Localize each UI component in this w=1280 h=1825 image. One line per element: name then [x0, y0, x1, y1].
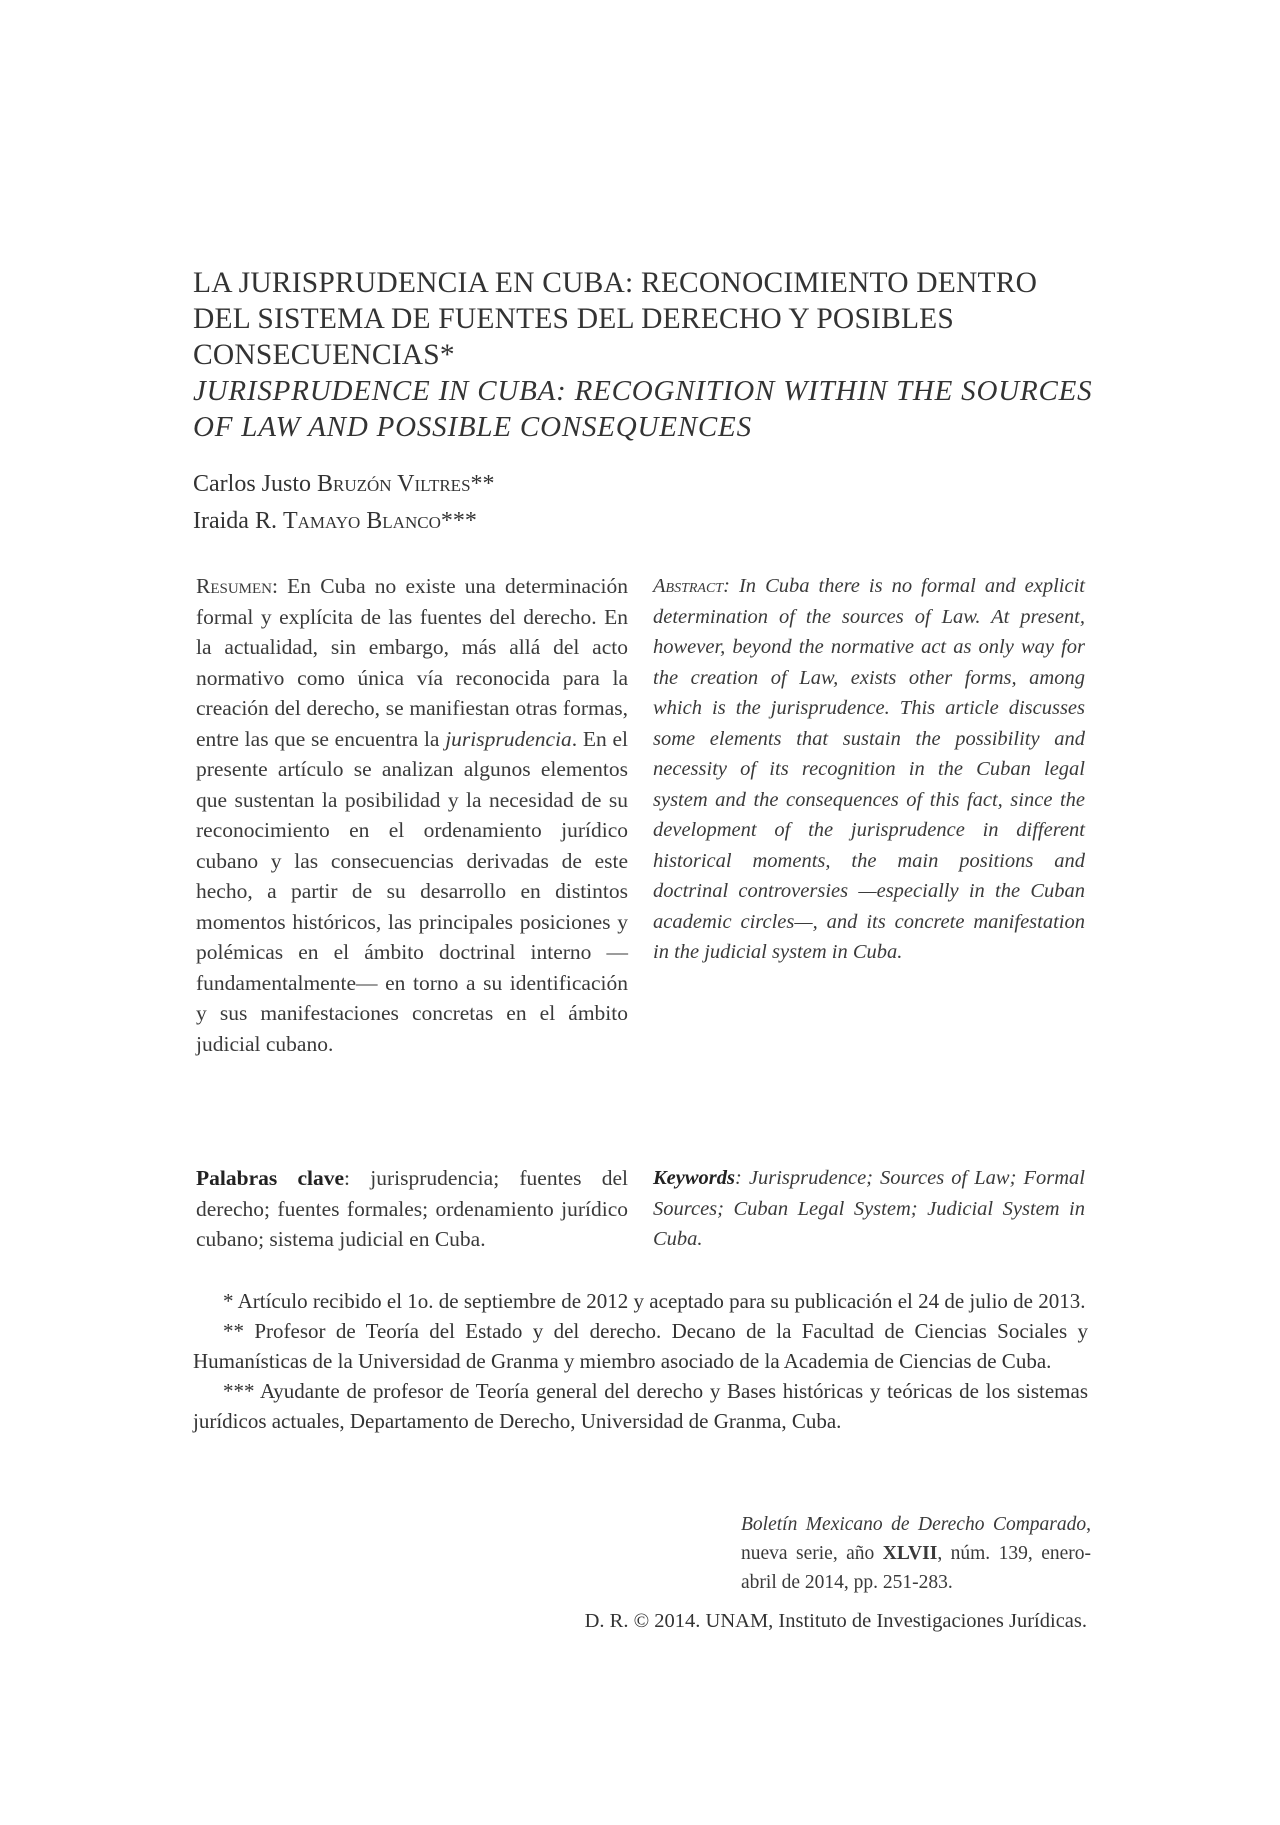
author-list	[193, 466, 495, 540]
abstract-en-label: Abstract	[653, 575, 724, 597]
abstract-es-text: : En Cuba no existe una determinación formal y explícita de las fuentes del derecho. En la actualidad, sin embargo, más allá del acto normativo como única vía reconocida para la creación del derecho, se manifiestan otras formas, entre las que se encuentra la	[196, 574, 628, 751]
journal-issue: enero-abril de 2014, pp. 251-283.	[741, 1543, 1092, 1593]
title-es-line: DEL SISTEMA DE FUENTES DEL DERECHO Y POSIBLES	[193, 303, 954, 335]
keywords-es-text: : jurisprudencia; fuentes del derecho; fuentes formales; ordenamiento jurídico cubano; sistema judicial en Cuba.	[196, 1166, 628, 1251]
article-title	[193, 265, 1093, 445]
abstract-es-label: Resumen	[196, 574, 273, 598]
abstract-es-text-continued: . En el presente artículo se analizan algunos elementos que sustentan la posibilidad y la necesidad de su reconocimiento en el ordenamiento jurídico cubano y las consecuencias derivadas de este hecho, a partir de su desarrollo en distintos momentos históricos, las principales posiciones y polémicas en el ámbito doctrinal interno —fundamentalmente— en torno a su identificación y sus manifestaciones concretas en el ámbito judicial cubano.	[196, 726, 629, 1056]
author-given-name: Iraida R.	[193, 508, 283, 534]
keywords-spanish	[196, 1163, 628, 1255]
title-english	[193, 373, 1093, 445]
author-given-name: Carlos Justo	[193, 471, 318, 497]
abstract-en-text: : In Cuba there is no formal and explicit determination of the sources of Law. At present, however, beyond the normative act as only way for the creation of Law, exists other forms, among which is the jurisprudence. This article discusses some elements that sustain the possibility and necessity of its recognition in the Cuban legal system and the consequences of this fact, since the development of the jurisprudence in different historical moments, the main positions and doctrinal controversies —especially in the Cuban academic circles—, and its concrete manifestation in the judicial system in Cuba.	[653, 575, 1085, 963]
abstract-english	[653, 571, 1085, 968]
abstract-es-emphasis: jurisprudencia	[445, 726, 572, 751]
footnote: *** Ayudante de profesor de Teoría general del derecho y Bases históricas y teóricas de los sistemas jurídicos actuales, Departamento de Derecho, Universidad de Granma, Cuba.	[193, 1379, 1088, 1433]
journal-year-roman: XLVII	[882, 1543, 938, 1564]
author-footnote-mark: ***	[440, 508, 477, 534]
title-en-line: JURISPRUDENCE IN CUBA: RECOGNITION WITHIN THE SOURCES	[193, 375, 1093, 407]
keywords-es-label: Palabras clave	[196, 1166, 345, 1190]
author-footnote-mark: **	[470, 471, 495, 497]
author-surname: Bruzón Viltres	[317, 471, 471, 497]
title-es-line: LA JURISPRUDENCIA EN CUBA: RECONOCIMIENTO DENTRO	[193, 267, 1038, 299]
author	[193, 466, 495, 503]
journal-name: Boletín Mexicano de Derecho Comparado	[741, 1514, 1087, 1535]
title-es-line: CONSECUENCIAS*	[193, 339, 455, 371]
footnote: * Artículo recibido el 1o. de septiembre de 2012 y aceptado para su publicación el 24 de julio de 2013.	[223, 1289, 1086, 1313]
author-surname: Tamayo Blanco	[282, 508, 441, 534]
journal-citation: Boletín Mexicano de Derecho Comparado, nueva serie, año XLVII, núm. 139, enero-abril de 2014, pp. 251-283.	[741, 1514, 1092, 1593]
keywords-en-text: : Jurisprudence; Sources of Law; Formal Sources; Cuban Legal System; Judicial System in Cuba.	[653, 1167, 1085, 1250]
footnotes	[193, 1286, 1088, 1436]
title-en-line: OF LAW AND POSSIBLE CONSEQUENCES	[193, 411, 752, 443]
author	[193, 503, 495, 540]
abstract-spanish	[196, 571, 628, 1059]
title-spanish	[193, 265, 1093, 373]
journal-series: nueva serie, año	[741, 1543, 883, 1564]
copyright-line: D. R. © 2014. UNAM, Instituto de Investigaciones Jurídicas.	[584, 1610, 1087, 1632]
footnote: ** Profesor de Teoría del Estado y del derecho. Decano de la Facultad de Ciencias Sociales y Humanísticas de la Universidad de Granma y miembro asociado de la Academia de Ciencias de Cuba.	[193, 1319, 1088, 1373]
journal-number: , núm. 139,	[937, 1543, 1033, 1564]
keywords-english	[653, 1163, 1085, 1255]
keywords-en-label: Keywords	[653, 1167, 735, 1189]
